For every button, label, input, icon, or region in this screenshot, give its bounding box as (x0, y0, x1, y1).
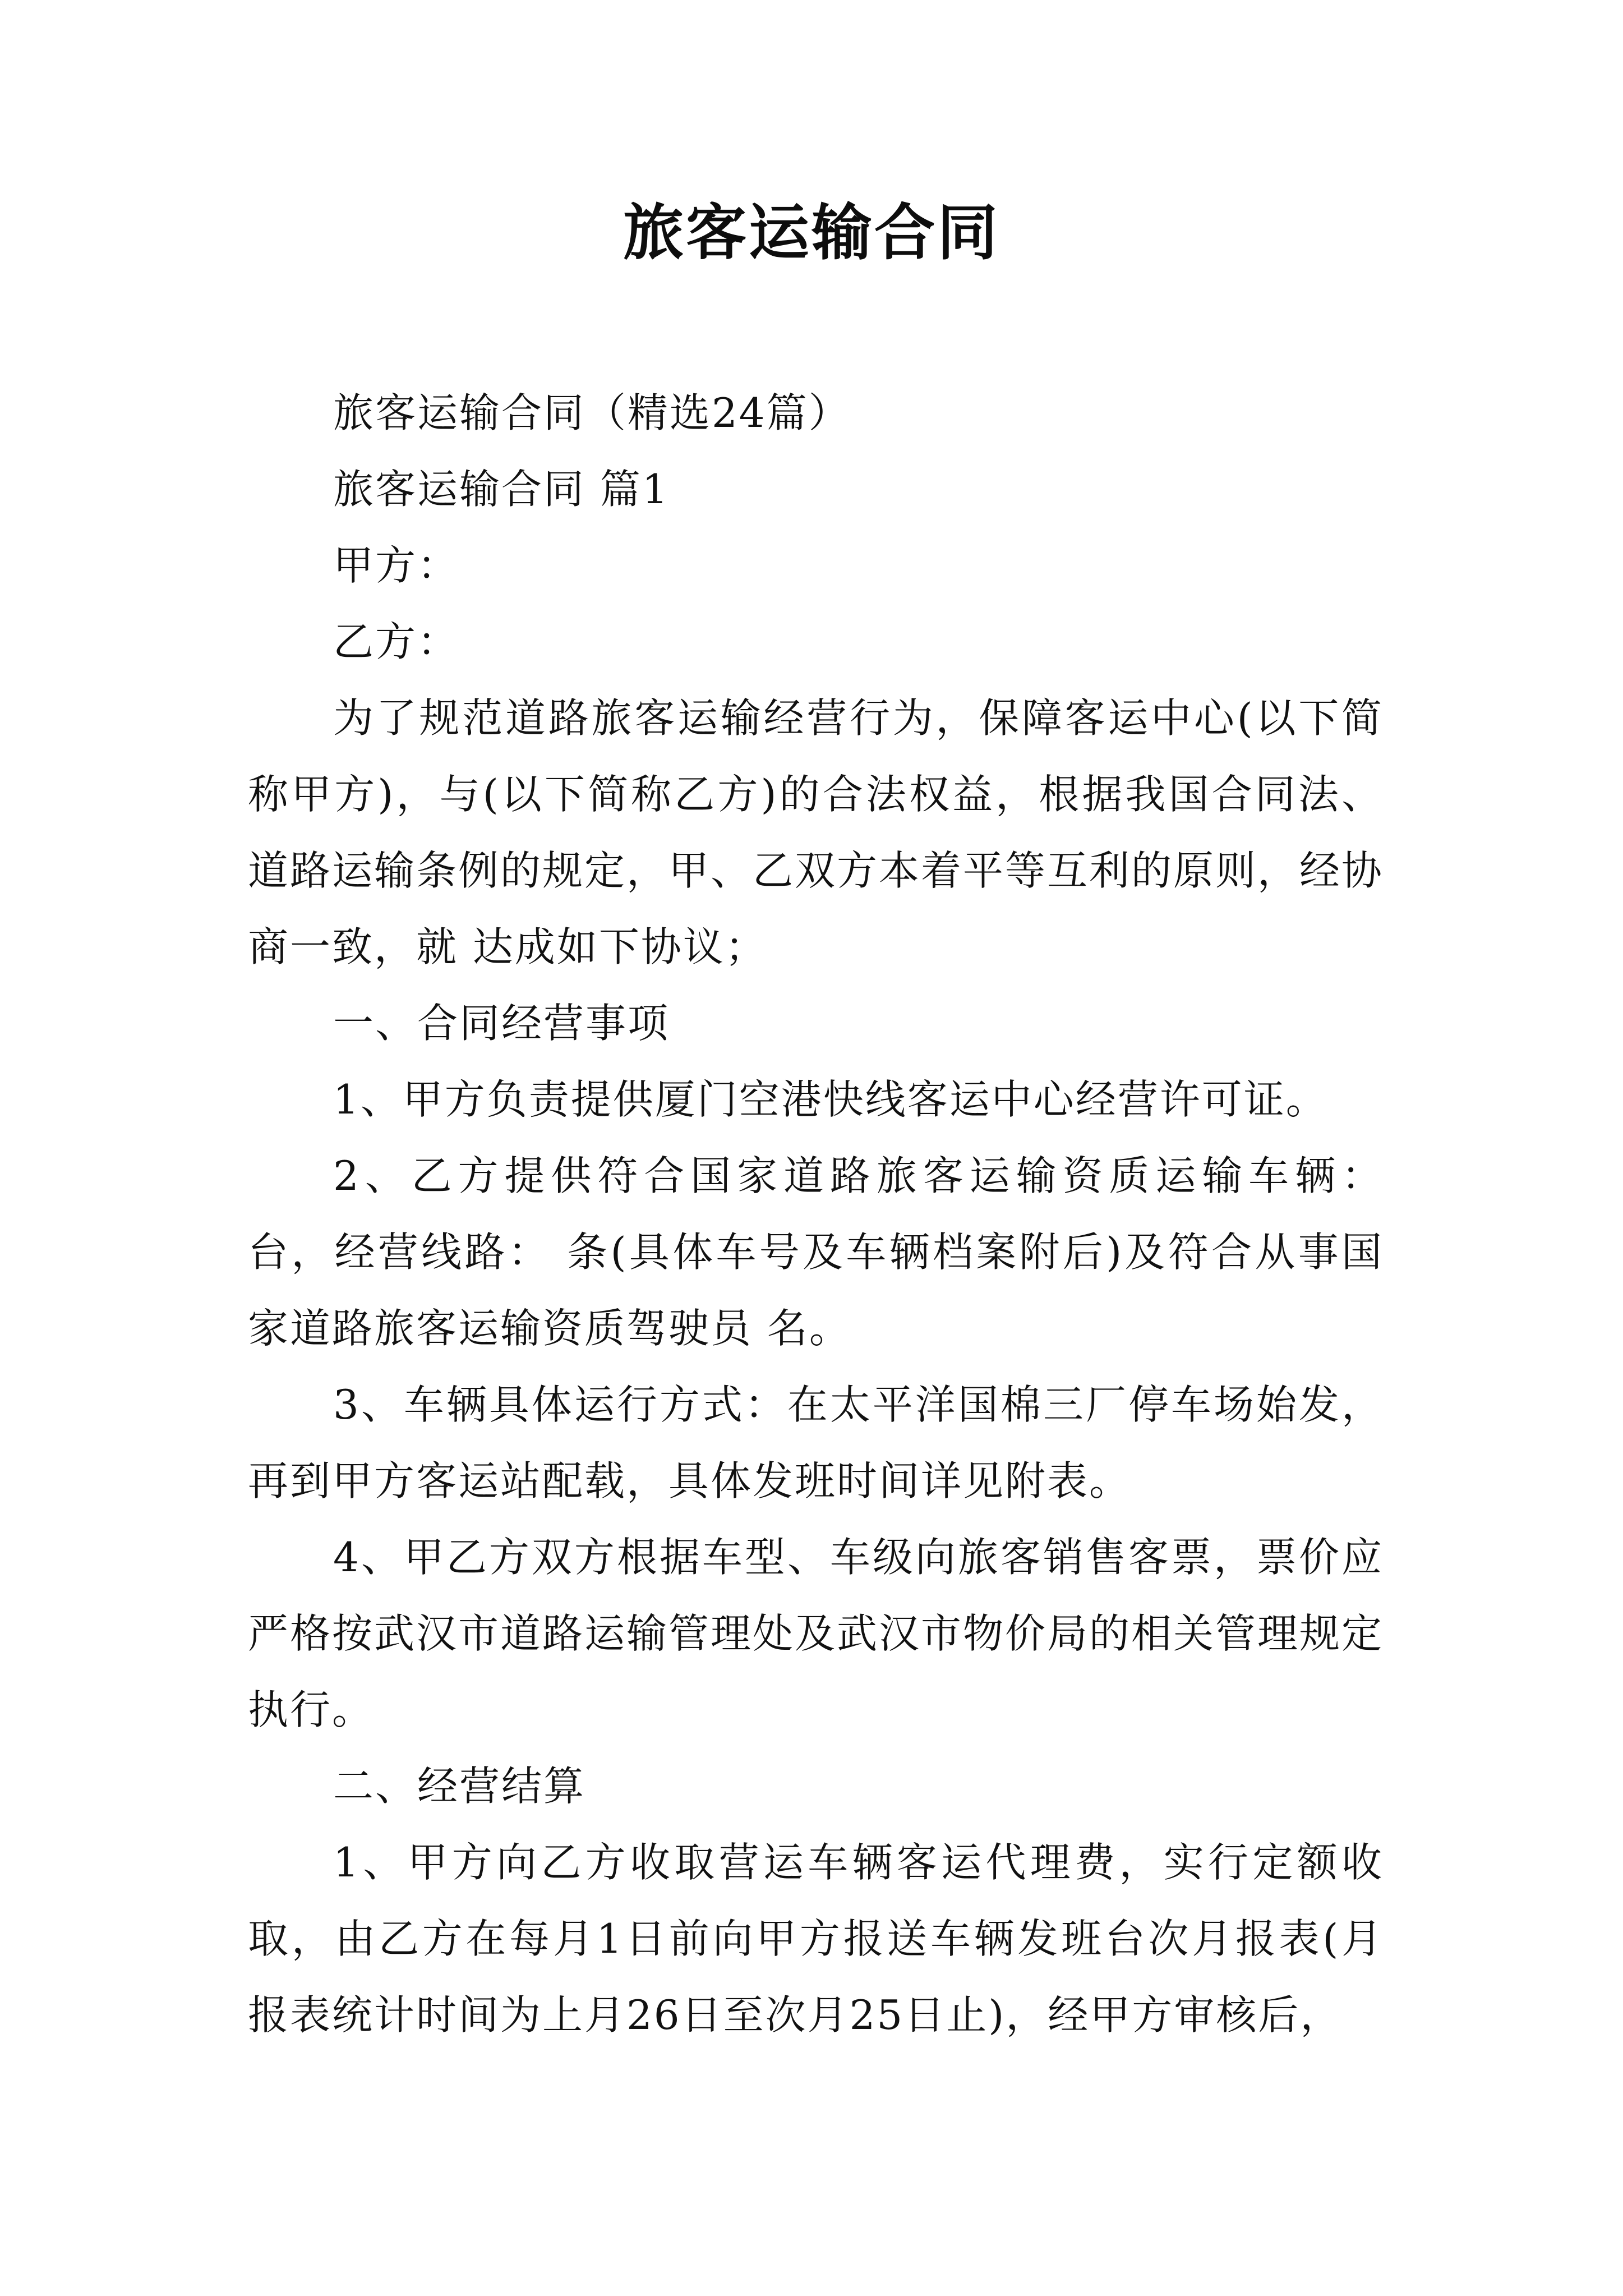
document-title: 旅客运输合同 (623, 197, 1000, 268)
party-b-label: 乙方： (333, 618, 460, 665)
clause-heading: 一、合同经营事项 (333, 1000, 670, 1047)
preamble-paragraph: 为了规范道路旅客运输经营行为，保障客运中心(以下简称甲方)，与(以下简称乙方)的合法权益，根据我国合同法、道路运输条例的规定，甲、乙双方本着平等互利的原则，经协商一致，就 达成如下协议； (248, 694, 1384, 970)
party-a-label: 甲方： (333, 542, 460, 589)
clause-paragraph: 4、甲乙方双方根据车型、车级向旅客销售客票，票价应严格按武汉市道路运输管理处及武汉市物价局的相关管理规定执行。 (248, 1534, 1384, 1733)
clause-heading: 二、经营结算 (333, 1763, 586, 1810)
subtitle-paragraph: 旅客运输合同（精选24篇） (333, 389, 851, 436)
clause-paragraph: 3、车辆具体运行方式：在太平洋国棉三厂停车场始发，再到甲方客运站配载，具体发班时间详见附表。 (248, 1381, 1384, 1504)
document-body (248, 375, 1384, 2053)
section-heading: 旅客运输合同 篇1 (333, 466, 670, 513)
clause-paragraph: 1、甲方向乙方收取营运车辆客运代理费，实行定额收取，由乙方在每月1日前向甲方报送车辆发班台次月报表(月报表统计时间为上月26日至次月25日止)，经甲方审核后， (248, 1839, 1384, 2039)
clause-paragraph: 2、乙方提供符合国家道路旅客运输资质运输车辆： 台，经营线路： 条(具体车号及车辆档案附后)及符合从事国家道路旅客运输资质驾驶员 名。 (248, 1152, 1384, 1352)
clause-paragraph: 1、甲方负责提供厦门空港快线客运中心经营许可证。 (333, 1076, 1328, 1123)
